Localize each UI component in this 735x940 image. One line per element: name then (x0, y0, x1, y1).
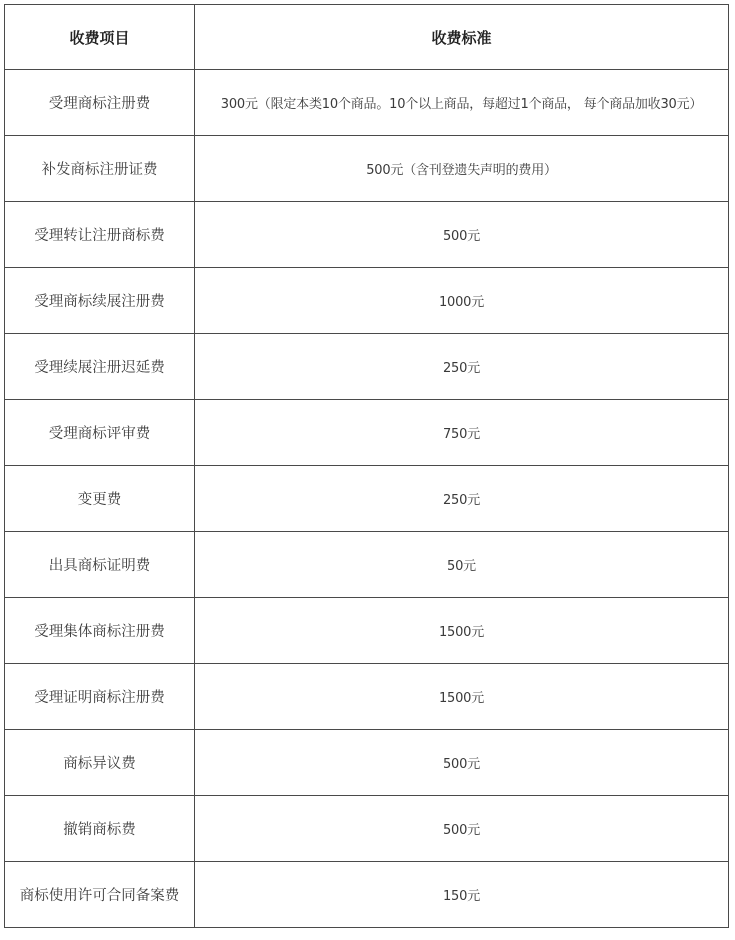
fee-standard-cell: 150元 (195, 862, 729, 928)
fee-standard-cell: 500元 (195, 202, 729, 268)
header-fee-item: 收费项目 (5, 5, 195, 70)
fee-item-cell: 受理证明商标注册费 (5, 664, 195, 730)
fee-item-cell: 受理集体商标注册费 (5, 598, 195, 664)
fee-standard-cell: 500元（含刊登遗失声明的费用） (195, 136, 729, 202)
fee-standard-cell: 500元 (195, 796, 729, 862)
fee-item-cell: 出具商标证明费 (5, 532, 195, 598)
fee-standard-cell: 300元（限定本类10个商品。10个以上商品，每超过1个商品， 每个商品加收30元） (195, 70, 729, 136)
table-row (5, 532, 729, 598)
fee-standard-cell: 500元 (195, 730, 729, 796)
fee-standard-cell: 250元 (195, 466, 729, 532)
fee-table (4, 4, 729, 928)
table-header-row (5, 5, 729, 70)
table-row (5, 862, 729, 928)
fee-standard-cell: 1000元 (195, 268, 729, 334)
fee-standard-cell: 1500元 (195, 598, 729, 664)
fee-item-cell: 商标异议费 (5, 730, 195, 796)
fee-item-cell: 商标使用许可合同备案费 (5, 862, 195, 928)
table-row (5, 70, 729, 136)
table-row (5, 400, 729, 466)
fee-item-cell: 受理转让注册商标费 (5, 202, 195, 268)
table-row (5, 334, 729, 400)
fee-standard-cell: 750元 (195, 400, 729, 466)
fee-item-cell: 受理续展注册迟延费 (5, 334, 195, 400)
header-fee-standard: 收费标准 (195, 5, 729, 70)
table-row (5, 136, 729, 202)
fee-standard-cell: 250元 (195, 334, 729, 400)
fee-item-cell: 撤销商标费 (5, 796, 195, 862)
table-row (5, 466, 729, 532)
fee-standard-cell: 1500元 (195, 664, 729, 730)
fee-item-cell: 补发商标注册证费 (5, 136, 195, 202)
fee-item-cell: 受理商标评审费 (5, 400, 195, 466)
fee-item-cell: 受理商标注册费 (5, 70, 195, 136)
table-row (5, 796, 729, 862)
fee-item-cell: 受理商标续展注册费 (5, 268, 195, 334)
table-row (5, 268, 729, 334)
fee-item-cell: 变更费 (5, 466, 195, 532)
table-row (5, 730, 729, 796)
table-row (5, 664, 729, 730)
table-row (5, 202, 729, 268)
fee-standard-cell: 50元 (195, 532, 729, 598)
table-row (5, 598, 729, 664)
